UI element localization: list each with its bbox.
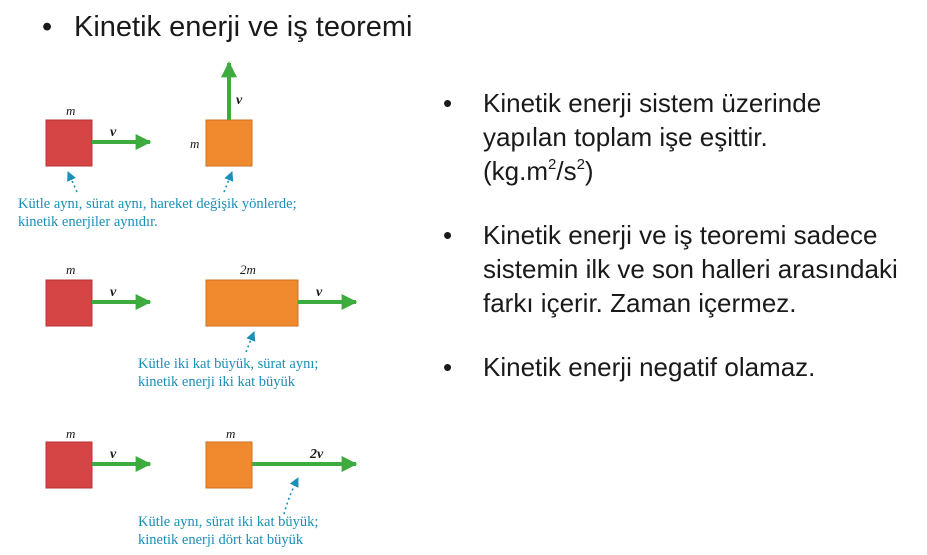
row3-mass-label-right: m <box>226 426 236 441</box>
row3-red-block <box>46 442 92 488</box>
caption-row2 <box>138 355 318 391</box>
bullet-item-2 <box>443 218 923 320</box>
row2-mass-label-left: m <box>66 262 76 277</box>
caption-row1 <box>18 195 297 231</box>
caption-row3 <box>138 513 318 549</box>
row1-pointer-right <box>224 172 232 192</box>
bullet-1-text <box>483 86 821 188</box>
caption-row1-line2: kinetik enerjiler aynıdır. <box>18 214 158 230</box>
bullet-3-text: Kinetik enerji negatif olamaz. <box>483 352 816 382</box>
unit-suffix: ) <box>584 156 594 186</box>
row2-pointer <box>246 332 254 352</box>
row3-mass-label-left: m <box>66 426 76 441</box>
title-bullet: • <box>42 11 53 43</box>
row3-orange-block <box>206 442 252 488</box>
row3-velocity-label-right: 2v <box>310 447 324 462</box>
row1-velocity-label-up: v <box>236 93 243 108</box>
bullet-1-line1: Kinetik enerji sistem üzerinde <box>483 88 822 118</box>
bullet-item-3 <box>443 350 923 384</box>
unit-prefix: (kg.m <box>483 156 548 186</box>
row2-orange-wide-block <box>206 280 298 326</box>
row1-orange-block <box>206 120 252 166</box>
bullet-marker: • <box>443 88 453 118</box>
caption-row2-line2: kinetik enerji iki kat büyük <box>138 374 296 390</box>
row3-pointer <box>284 478 298 514</box>
caption-row3-line1: Kütle aynı, sürat iki kat büyük; <box>138 514 319 530</box>
bullet-item-1 <box>443 86 923 188</box>
slide-title-text: Kinetik enerji ve iş teoremi <box>74 11 413 43</box>
row2-red-block <box>46 280 92 326</box>
row2-velocity-label-left: v <box>110 285 117 300</box>
unit-exponent-1: 2 <box>548 156 557 173</box>
bullet-1-line2: yapılan toplam işe eşittir. <box>483 122 768 152</box>
unit-mid: /s <box>556 156 577 186</box>
row1-mass-label-left: m <box>66 103 76 118</box>
row2-velocity-label-right: v <box>316 285 323 300</box>
row3-velocity-label-left: v <box>110 447 117 462</box>
row1-red-block <box>46 120 92 166</box>
row1-mass-label-right: m <box>190 136 200 151</box>
caption-row3-line2: kinetik enerji dört kat büyük <box>138 532 304 548</box>
caption-row1-line1: Kütle aynı, sürat aynı, hareket değişik yönlerde; <box>18 196 297 212</box>
bullet-list <box>443 86 923 384</box>
bullet-marker: • <box>443 352 453 382</box>
bullet-marker: • <box>443 220 453 250</box>
bullet-2-text: Kinetik enerji ve iş teoremi sadece sistemin ilk ve son halleri arasındaki farkı içerir. Zaman içermez. <box>483 220 898 318</box>
bullet-1-unit <box>483 154 821 188</box>
caption-row2-line1: Kütle iki kat büyük, sürat aynı; <box>138 356 319 372</box>
unit-exponent-2: 2 <box>576 156 585 173</box>
row1-velocity-label-left: v <box>110 125 117 140</box>
row1-pointer-left <box>68 172 77 192</box>
row2-mass-label-right: 2m <box>240 262 256 277</box>
kinetic-energy-diagram <box>0 0 420 555</box>
